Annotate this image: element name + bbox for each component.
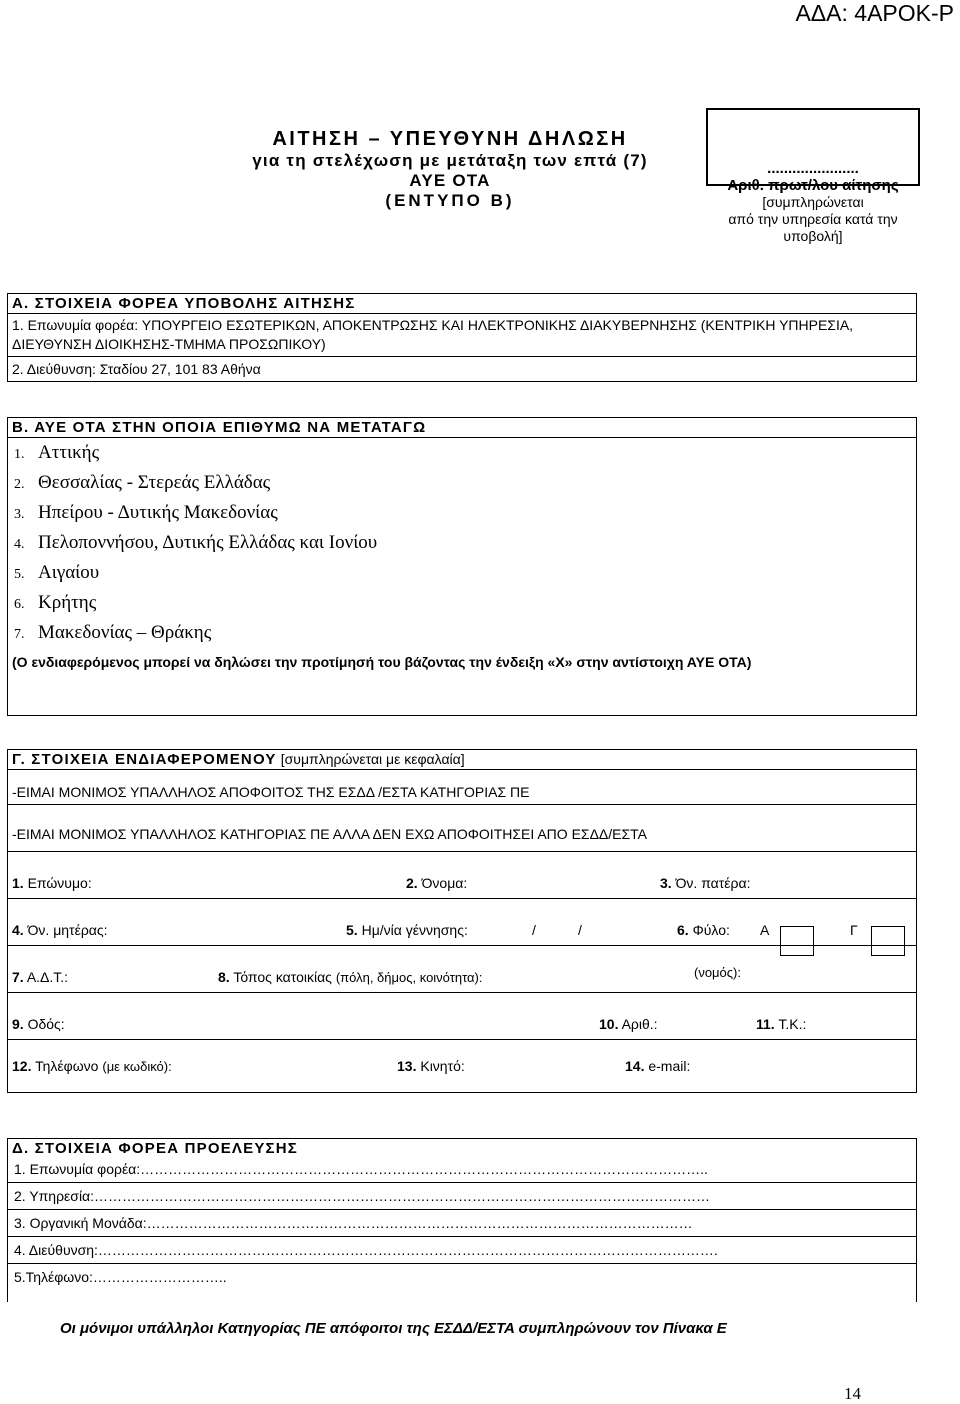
region-num: 7. xyxy=(14,627,25,642)
region-option-7[interactable] xyxy=(8,618,916,648)
region-label: Θεσσαλίας - Στερεάς Ελλάδας xyxy=(38,472,271,493)
region-num: 3. xyxy=(14,507,25,522)
sex-male-checkbox[interactable] xyxy=(780,926,814,956)
protocol-label xyxy=(706,160,920,245)
mobile-field[interactable]: 13. Κινητό: xyxy=(397,1058,465,1074)
statement-row-2[interactable] xyxy=(8,804,916,851)
region-option-1[interactable] xyxy=(8,438,916,468)
father-name-field[interactable]: 3. Όν. πατέρα: xyxy=(660,875,751,891)
protocol-note-3: υποβολή] xyxy=(783,228,843,244)
title-line-3: ΑΥΕ ΟΤΑ xyxy=(409,171,491,190)
region-label: Πελοποννήσου, Δυτικής Ελλάδας και Ιονίου xyxy=(38,532,378,553)
section-c xyxy=(7,749,917,1093)
form-title xyxy=(200,128,700,211)
section-b-heading: Β. ΑΥΕ ΟΤΑ ΣΤΗΝ ΟΠΟΙΑ ΕΠΙΘΥΜΩ ΝΑ ΜΕΤΑΤΑΓΩ xyxy=(8,418,916,438)
personal-row-4 xyxy=(8,992,916,1039)
surname-field[interactable]: 1. Επώνυμο: xyxy=(12,875,92,891)
section-d xyxy=(7,1138,917,1302)
phone-field[interactable]: 12. Τηλέφωνο (με κωδικό): xyxy=(12,1058,172,1074)
origin-unit-field[interactable]: 3. Οργανική Μονάδα:……………………………………………………………………………………………………… xyxy=(8,1209,916,1236)
section-c-header xyxy=(8,750,916,769)
region-label: Κρήτης xyxy=(38,592,97,613)
protocol-number-label: Αριθ. πρωτ/λου αίτησης xyxy=(727,177,899,194)
region-label: Αττικής xyxy=(38,442,100,463)
personal-row-1 xyxy=(8,851,916,898)
title-line-2: για τη στελέχωση με μετάταξη των επτά (7) xyxy=(252,151,648,170)
id-card-field[interactable]: 7. Α.Δ.Τ.: xyxy=(12,969,69,985)
date-slash-1: / xyxy=(532,922,536,938)
region-num: 4. xyxy=(14,537,25,552)
prefecture-field[interactable]: (νομός): xyxy=(694,965,741,980)
region-option-5[interactable] xyxy=(8,558,916,588)
birth-date-field[interactable]: 5. Ημ/νία γέννησης: xyxy=(346,922,468,938)
section-a-item-1: 1. Επωνυμία φορέα: ΥΠΟΥΡΓΕΙΟ ΕΣΩΤΕΡΙΚΩΝ, ΑΠΟΚΕΝΤΡΩΣΗΣ ΚΑΙ ΗΛΕΚΤΡΟΝΙΚΗΣ ΔΙΑΚΥΒΕΡΝΗΣΗΣ (ΚΕΝΤΡΙΚΗ ΥΠΗΡΕΣΙΑ, ΔΙΕΥΘΥΝΣΗ ΔΙΟΙΚΗΣΗΣ-ΤΜΗΜΑ ΠΡΟΣΩΠΙΚΟΥ) xyxy=(8,314,916,357)
origin-phone-field[interactable]: 5.Τηλέφωνο:……………………….. xyxy=(8,1263,916,1290)
region-label: Μακεδονίας – Θράκης xyxy=(38,622,212,643)
date-slash-2: / xyxy=(578,922,582,938)
section-a-heading: Α. ΣΤΟΙΧΕΙΑ ΦΟΡΕΑ ΥΠΟΒΟΛΗΣ ΑΙΤΗΣΗΣ xyxy=(8,294,916,314)
region-option-3[interactable] xyxy=(8,498,916,528)
footer-note: Οι μόνιμοι υπάλληλοι Κατηγορίας ΠΕ απόφοιτοι της ΕΣΔΔ/ΕΣΤΑ συμπληρώνουν τον Πίνακα Ε xyxy=(60,1320,727,1337)
section-a xyxy=(7,293,917,382)
origin-service-field[interactable]: 2. Υπηρεσία:…………………………………………………………………………………………………………………… xyxy=(8,1182,916,1209)
section-b-note: (Ο ενδιαφερόμενος μπορεί να δηλώσει την προτίμησή του βάζοντας την ένδειξη «Χ» στην αντίστοιχη ΑΥΕ ΟΤΑ) xyxy=(12,654,752,670)
name-field[interactable]: 2. Όνομα: xyxy=(406,875,468,891)
sex-female-checkbox[interactable] xyxy=(871,926,905,956)
email-field[interactable]: 14. e-mail: xyxy=(625,1058,691,1074)
origin-entity-field[interactable]: 1. Επωνυμία φορέα:………………………………………………………………………………………………………….. xyxy=(14,1161,708,1177)
sex-male-label: Α xyxy=(760,922,770,938)
postcode-field[interactable]: 11. Τ.Κ.: xyxy=(756,1016,807,1032)
protocol-note-1: [συμπληρώνεται xyxy=(762,194,864,210)
section-b xyxy=(7,417,917,716)
street-field[interactable]: 9. Οδός: xyxy=(12,1016,65,1032)
region-num: 2. xyxy=(14,477,25,492)
origin-address-field[interactable]: 4. Διεύθυνση:……………………………………………………………………………………………………………………. xyxy=(8,1236,916,1263)
region-num: 1. xyxy=(14,447,25,462)
statement-1: -ΕΙΜΑΙ ΜΟΝΙΜΟΣ ΥΠΑΛΛΗΛΟΣ ΑΠΟΦΟΙΤΟΣ ΤΗΣ ΕΣΔΔ /ΕΣΤΑ ΚΑΤΗΓΟΡΙΑΣ ΠΕ xyxy=(12,784,530,800)
section-c-heading: Γ. ΣΤΟΙΧΕΙΑ ΕΝΔΙΑΦΕΡΟΜΕΝΟΥ xyxy=(12,751,277,768)
residence-field[interactable]: 8. Τόπος κατοικίας (πόλη, δήμος, κοινότητα): xyxy=(218,969,483,985)
section-a-item-2: 2. Διεύθυνση: Σταδίου 27, 101 83 Αθήνα xyxy=(12,361,261,377)
title-line-4: (ΕΝΤΥΠΟ Β) xyxy=(385,191,515,210)
page-number: 14 xyxy=(844,1384,861,1403)
section-c-heading-note: [συμπληρώνεται με κεφαλαία] xyxy=(280,751,465,767)
ada-code: ΑΔΑ: 4ΑΡΟΚ-Ρ xyxy=(795,0,954,26)
region-option-4[interactable] xyxy=(8,528,916,558)
protocol-note-2: από την υπηρεσία κατά την xyxy=(728,211,898,227)
region-label: Ηπείρου - Δυτικής Μακεδονίας xyxy=(38,502,278,523)
street-number-field[interactable]: 10. Αριθ.: xyxy=(599,1016,658,1032)
sex-field: 6. Φύλο: xyxy=(677,922,730,938)
statement-2: -ΕΙΜΑΙ ΜΟΝΙΜΟΣ ΥΠΑΛΛΗΛΟΣ ΚΑΤΗΓΟΡΙΑΣ ΠΕ ΑΛΛΑ ΔΕΝ ΕΧΩ ΑΠΟΦΟΙΤΗΣΕΙ ΑΠΟ ΕΣΔΔ/ΕΣΤΑ xyxy=(12,826,648,842)
region-label: Αιγαίου xyxy=(38,562,100,583)
region-option-6[interactable] xyxy=(8,588,916,618)
protocol-dots: ...................... xyxy=(767,160,859,177)
personal-row-5 xyxy=(8,1039,916,1078)
region-option-2[interactable] xyxy=(8,468,916,498)
region-num: 6. xyxy=(14,597,25,612)
statement-row-1[interactable] xyxy=(8,769,916,804)
region-num: 5. xyxy=(14,567,25,582)
sex-female-label: Γ xyxy=(850,922,858,938)
section-d-heading: Δ. ΣΤΟΙΧΕΙΑ ΦΟΡΕΑ ΠΡΟΕΛΕΥΣΗΣ xyxy=(12,1140,298,1157)
mother-name-field[interactable]: 4. Όν. μητέρας: xyxy=(12,922,108,938)
title-line-1: ΑΙΤΗΣΗ – ΥΠΕΥΘΥΝΗ ΔΗΛΩΣΗ xyxy=(272,128,628,150)
